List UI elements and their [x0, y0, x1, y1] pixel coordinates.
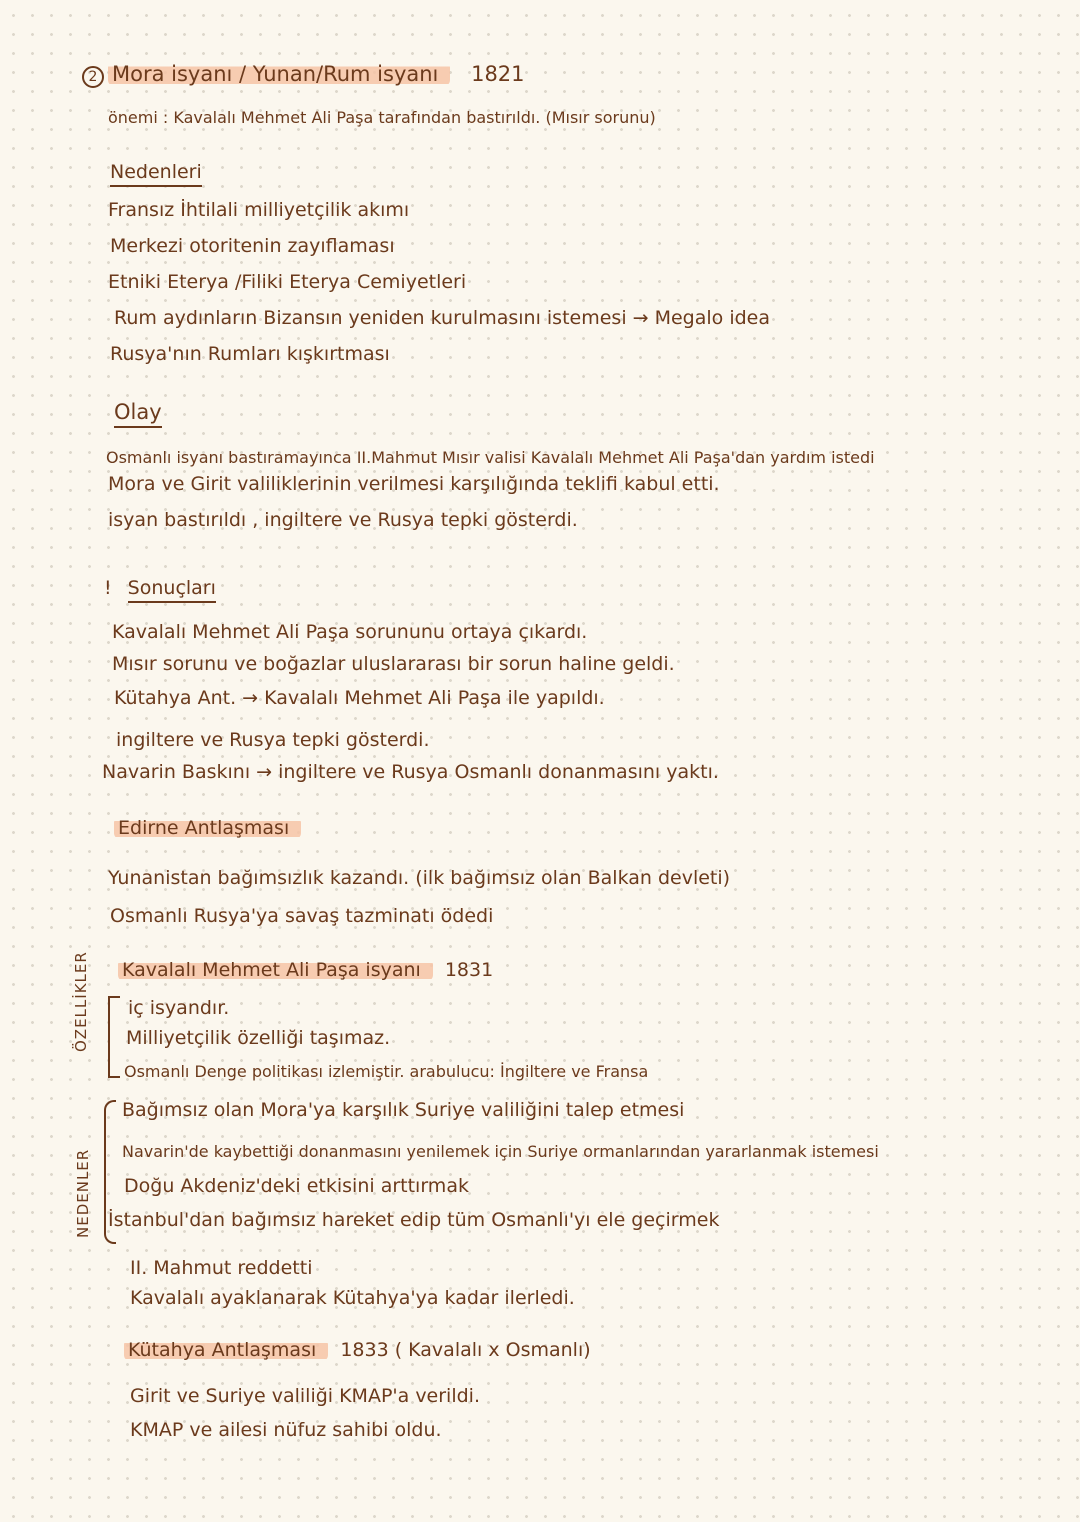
nedenler-label: NEDENLER	[74, 1148, 92, 1238]
neden-item: Navarin'de kaybettiği donanmasını yenilemek için Suriye ormanlarından yararlanmak istemesi	[122, 1142, 879, 1161]
ozellik-item: iç isyandır.	[128, 997, 230, 1019]
after-line: II. Mahmut reddetti	[130, 1257, 313, 1279]
sonuclari-item: Kütahya Ant. → Kavalalı Mehmet Ali Paşa ile yapıldı.	[114, 687, 605, 709]
edirne-item: Osmanlı Rusya'ya savaş tazminatı ödedi	[110, 905, 494, 927]
sonuclari-item: ingiltere ve Rusya tepki gösterdi.	[116, 729, 430, 751]
section-title-mora	[82, 62, 525, 88]
isyan-title: Kavalalı Mehmet Ali Paşa isyanı 1831	[118, 958, 493, 982]
nedenleri-heading: Nedenleri	[110, 160, 202, 184]
sonuclari-item: Kavalalı Mehmet Ali Paşa sorununu ortaya çıkardı.	[112, 621, 588, 643]
important-mark: !	[104, 577, 112, 599]
olay-heading: Olay	[114, 400, 162, 424]
neden-item: Bağımsız olan Mora'ya karşılık Suriye valiliğini talep etmesi	[122, 1099, 685, 1121]
sonuclari-item: Navarin Baskını → ingiltere ve Rusya Osmanlı donanmasını yaktı.	[102, 761, 719, 783]
nedenleri-item: Rum aydınların Bizansın yeniden kurulmasını istemesi → Megalo idea	[114, 307, 770, 329]
importance-note: önemi : Kavalalı Mehmet Ali Paşa tarafından bastırıldı. (Mısır sorunu)	[108, 108, 656, 127]
edirne-item: Yunanistan bağımsızlık kazandı. (ilk bağımsız olan Balkan devleti)	[108, 867, 731, 889]
ozellik-item: Milliyetçilik özelliği taşımaz.	[126, 1027, 391, 1049]
nedenleri-item: Fransız İhtilali milliyetçilik akımı	[108, 199, 410, 221]
sonuclari-heading: ! Sonuçları	[104, 576, 216, 600]
after-line: Kavalalı ayaklanarak Kütahya'ya kadar ilerledi.	[130, 1287, 575, 1309]
kutahya-detail: 1833 ( Kavalalı x Osmanlı)	[340, 1339, 591, 1361]
olay-line: Mora ve Girit valiliklerinin verilmesi karşılığında teklifi kabul etti.	[108, 473, 720, 495]
neden-item: İstanbul'dan bağımsız hareket edip tüm Osmanlı'yı ele geçirmek	[108, 1209, 720, 1231]
kutahya-item: Girit ve Suriye valiliği KMAP'a verildi.	[130, 1385, 480, 1407]
ozellik-item: Osmanlı Denge politikası izlemiştir. arabulucu: İngiltere ve Fransa	[124, 1062, 649, 1081]
year-1831: 1831	[444, 959, 494, 981]
nedenleri-item: Rusya'nın Rumları kışkırtması	[110, 343, 390, 365]
neden-item: Doğu Akdeniz'deki etkisini arttırmak	[124, 1175, 469, 1197]
kutahya-item: KMAP ve ailesi nüfuz sahibi oldu.	[130, 1419, 442, 1441]
number-badge: 2	[82, 66, 104, 88]
year-1821: 1821	[471, 62, 525, 86]
title-highlight: Mora isyanı / Yunan/Rum isyanı	[108, 62, 450, 86]
ozellikler-label: ÖZELLİKLER	[72, 951, 90, 1052]
nedenleri-item: Etniki Eterya /Filiki Eterya Cemiyetleri	[108, 271, 467, 293]
sonuclari-item: Mısır sorunu ve boğazlar uluslararası bir sorun haline geldi.	[112, 653, 675, 675]
kutahya-title: Kütahya Antlaşması 1833 ( Kavalalı x Osmanlı)	[124, 1338, 591, 1362]
olay-line: isyan bastırıldı , ingiltere ve Rusya tepki gösterdi.	[108, 509, 578, 531]
nedenleri-item: Merkezi otoritenin zayıflaması	[110, 235, 395, 257]
ozellikler-bracket	[108, 996, 120, 1078]
edirne-heading: Edirne Antlaşması	[114, 816, 301, 840]
olay-line: Osmanlı isyanı bastıramayınca II.Mahmut Mısır valisi Kavalalı Mehmet Ali Paşa'dan yardım istedi	[106, 448, 875, 467]
